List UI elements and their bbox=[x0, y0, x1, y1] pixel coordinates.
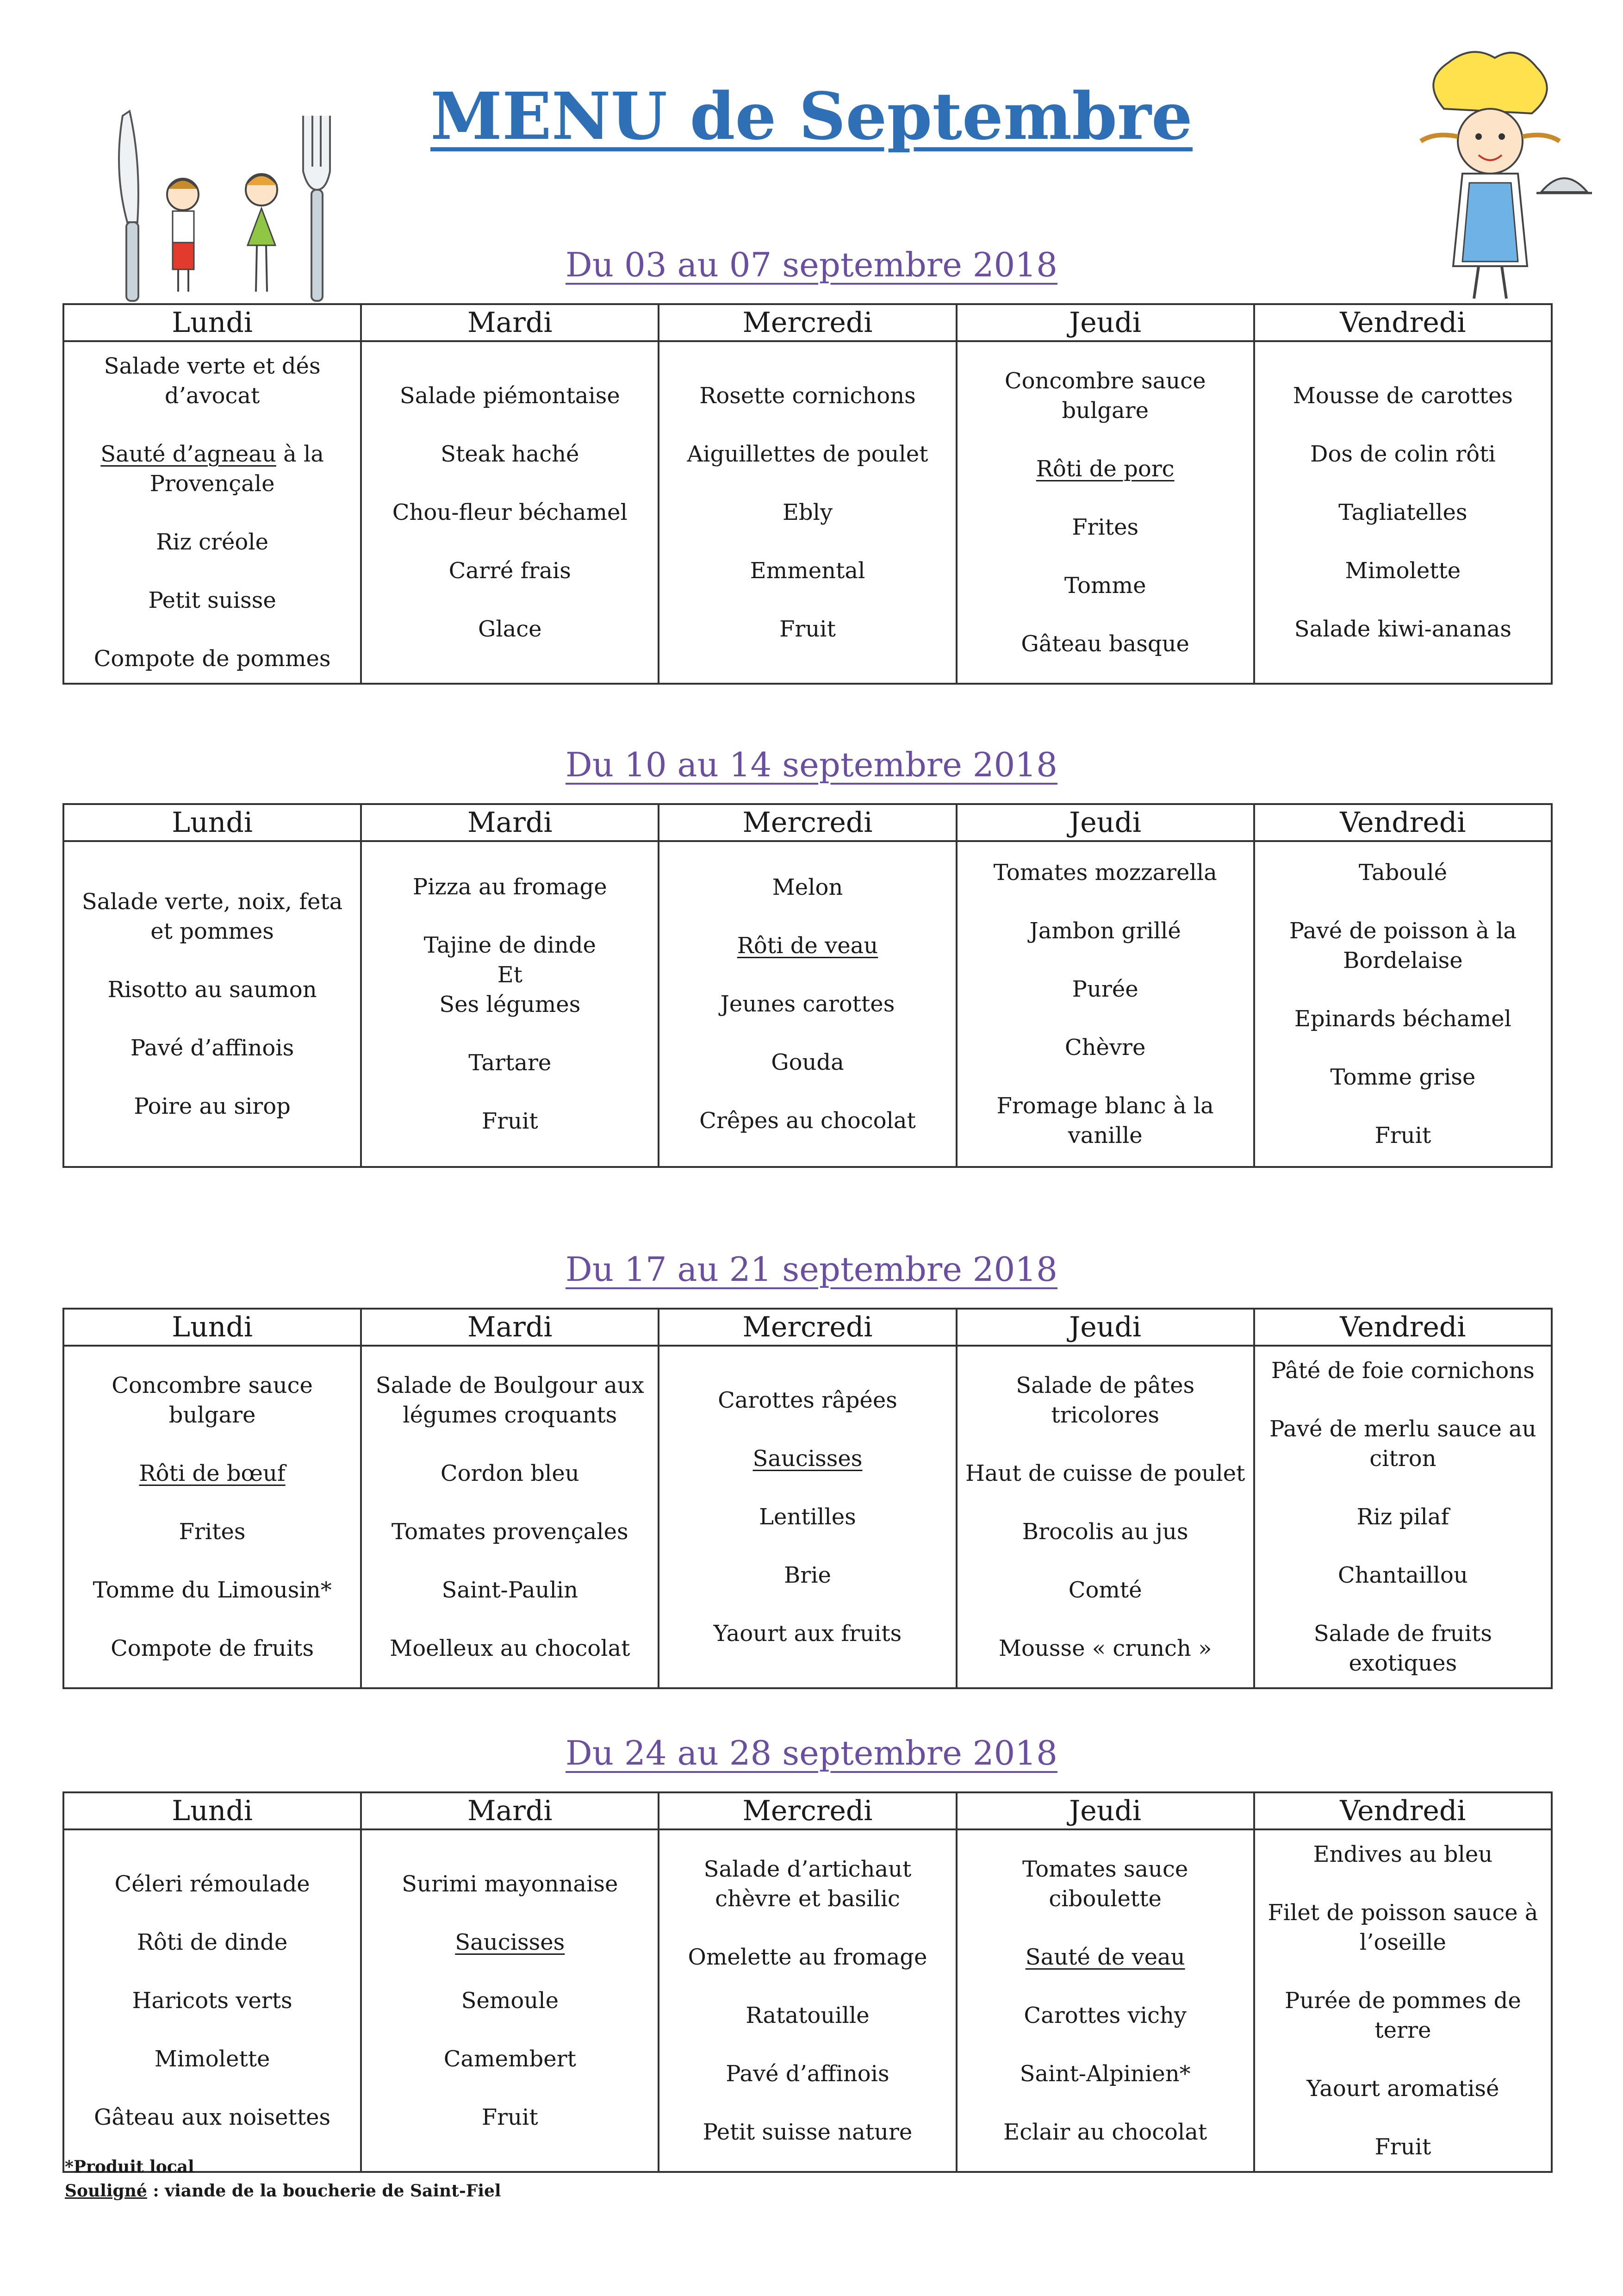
week-menu-table bbox=[62, 803, 1553, 1168]
menu-item: Tagliatelles bbox=[1338, 499, 1468, 525]
menu-item: Yaourt aromatisé bbox=[1306, 2076, 1499, 2102]
day-header-vendredi: Vendredi bbox=[1254, 304, 1552, 341]
menu-item: Concombre sauce bulgare bbox=[1004, 368, 1206, 424]
day-menu-cell bbox=[361, 841, 659, 1167]
week-menu-table bbox=[62, 1308, 1553, 1689]
menu-item: Salade verte et dés d’avocat bbox=[104, 353, 321, 409]
menu-item: Ebly bbox=[782, 499, 833, 525]
menu-item: Chantaillou bbox=[1337, 1562, 1468, 1588]
menu-item: Endives au bleu bbox=[1313, 1841, 1493, 1867]
menu-item: Brocolis au jus bbox=[1022, 1519, 1188, 1545]
local-product-note: *Produit local bbox=[65, 2157, 194, 2177]
menu-item: Yaourt aux fruits bbox=[713, 1621, 902, 1647]
menu-item: Poire au sirop bbox=[134, 1093, 291, 1119]
day-header-vendredi: Vendredi bbox=[1254, 1309, 1552, 1346]
menu-item: Epinards béchamel bbox=[1294, 1006, 1511, 1032]
day-header-mardi: Mardi bbox=[361, 1309, 659, 1346]
week-title: Du 17 au 21 septembre 2018 bbox=[566, 1250, 1057, 1289]
menu-item: Compote de pommes bbox=[93, 646, 331, 672]
menu-item: Rosette cornichons bbox=[699, 383, 916, 409]
day-menu-cell bbox=[1254, 1829, 1552, 2172]
menu-item: Gâteau basque bbox=[1021, 631, 1189, 657]
day-header-jeudi: Jeudi bbox=[957, 1792, 1254, 1829]
menu-item: Riz pilaf bbox=[1356, 1504, 1449, 1530]
menu-item: Emmental bbox=[750, 558, 865, 584]
menu-item: Saucisses bbox=[455, 1929, 565, 1955]
menu-item: Ratatouille bbox=[746, 2003, 870, 2028]
page-title: MENU de Septembre bbox=[430, 79, 1193, 155]
menu-item: Tartare bbox=[468, 1050, 552, 1076]
day-menu-cell bbox=[659, 341, 956, 684]
menu-item: Pâté de foie cornichons bbox=[1271, 1358, 1535, 1384]
day-menu-cell bbox=[63, 341, 361, 684]
menu-item: Comté bbox=[1068, 1577, 1142, 1603]
menu-item: Salade de fruits exotiques bbox=[1313, 1621, 1492, 1676]
underline-legend-note bbox=[65, 2181, 501, 2201]
menu-item: Moelleux au chocolat bbox=[390, 1635, 630, 1661]
menu-item: Salade de pâtes tricolores bbox=[1016, 1373, 1195, 1428]
day-menu-cell bbox=[1254, 1346, 1552, 1688]
menu-item: Carottes vichy bbox=[1024, 2003, 1187, 2028]
menu-item: Petit suisse nature bbox=[703, 2119, 913, 2145]
day-menu-cell bbox=[361, 1829, 659, 2172]
menu-item: Fruit bbox=[1374, 1123, 1431, 1148]
day-header-lundi: Lundi bbox=[63, 1792, 361, 1829]
menu-item: Mimolette bbox=[1345, 558, 1461, 584]
menu-item: Rôti de veau bbox=[737, 933, 878, 959]
menu-item: Tomme bbox=[1064, 573, 1146, 599]
menu-item: Pizza au fromage bbox=[412, 874, 607, 900]
menu-item: Carré frais bbox=[448, 558, 571, 584]
menu-item: Mousse « crunch » bbox=[998, 1635, 1212, 1661]
menu-item: Tomme du Limousin* bbox=[93, 1577, 332, 1603]
menu-item: Rôti de dinde bbox=[137, 1929, 288, 1955]
menu-item: Fruit bbox=[481, 2104, 538, 2130]
menu-item: Saint-Paulin bbox=[442, 1577, 578, 1603]
day-menu-cell bbox=[63, 841, 361, 1167]
menu-item: Tomates mozzarella bbox=[993, 860, 1217, 886]
menu-item: Brie bbox=[784, 1562, 831, 1588]
menu-item: Chou-fleur béchamel bbox=[392, 499, 628, 525]
menu-item: Steak haché bbox=[441, 441, 579, 467]
menu-item: Saucisses bbox=[752, 1446, 863, 1472]
menu-item: Melon bbox=[772, 874, 843, 900]
menu-item: Concombre sauce bulgare bbox=[112, 1373, 313, 1428]
day-header-mercredi: Mercredi bbox=[659, 1792, 956, 1829]
menu-item: Omelette au fromage bbox=[688, 1944, 927, 1970]
week-title: Du 10 au 14 septembre 2018 bbox=[566, 745, 1057, 784]
menu-item: Fruit bbox=[779, 616, 836, 642]
day-menu-cell bbox=[957, 1346, 1254, 1688]
menu-item: Salade de Boulgour aux légumes croquants bbox=[375, 1373, 644, 1428]
day-header-mardi: Mardi bbox=[361, 304, 659, 341]
menu-item: Fruit bbox=[1374, 2134, 1431, 2160]
menu-item: Carottes râpées bbox=[718, 1387, 897, 1413]
day-header-mercredi: Mercredi bbox=[659, 304, 956, 341]
day-header-lundi: Lundi bbox=[63, 1309, 361, 1346]
menu-item: Purée de pommes de terre bbox=[1285, 1988, 1521, 2043]
day-header-jeudi: Jeudi bbox=[957, 804, 1254, 841]
menu-item: Haut de cuisse de poulet bbox=[965, 1460, 1245, 1486]
day-menu-cell bbox=[957, 341, 1254, 684]
menu-item: Surimi mayonnaise bbox=[402, 1871, 618, 1897]
day-header-lundi: Lundi bbox=[63, 304, 361, 341]
day-menu-cell bbox=[659, 1346, 956, 1688]
day-menu-cell bbox=[63, 1346, 361, 1688]
menu-item: Rôti de bœuf bbox=[139, 1460, 286, 1486]
menu-item: Gouda bbox=[771, 1049, 844, 1075]
day-header-mercredi: Mercredi bbox=[659, 1309, 956, 1346]
menu-item: Pavé d’affinois bbox=[130, 1035, 294, 1061]
menu-item: Tajine de dinde Et Ses légumes bbox=[423, 932, 596, 1017]
day-header-jeudi: Jeudi bbox=[957, 304, 1254, 341]
day-menu-cell bbox=[361, 341, 659, 684]
menu-item: Saint-Alpinien* bbox=[1020, 2061, 1191, 2087]
week-menu-table bbox=[62, 303, 1553, 685]
menu-item: Mousse de carottes bbox=[1293, 383, 1513, 409]
menu-item: Tomates sauce ciboulette bbox=[1022, 1856, 1188, 1912]
menu-item: Tomme grise bbox=[1330, 1064, 1476, 1090]
day-header-mardi: Mardi bbox=[361, 1792, 659, 1829]
menu-item: Mimolette bbox=[154, 2046, 270, 2072]
menu-item: Filet de poisson sauce à l’oseille bbox=[1268, 1900, 1538, 1955]
menu-item: Sauté de veau bbox=[1025, 1944, 1185, 1970]
week-menu-table bbox=[62, 1791, 1553, 2173]
menu-item: Pavé de poisson à la Bordelaise bbox=[1289, 918, 1517, 973]
menu-item: Petit suisse bbox=[148, 587, 276, 613]
menu-item: Compote de fruits bbox=[111, 1635, 314, 1661]
menu-item: Taboulé bbox=[1358, 860, 1447, 886]
underline-legend-text: : viande de la boucherie de Saint-Fiel bbox=[147, 2181, 501, 2201]
week-title: Du 03 au 07 septembre 2018 bbox=[566, 245, 1057, 284]
menu-item: Chèvre bbox=[1064, 1035, 1146, 1061]
menu-item: Gâteau aux noisettes bbox=[94, 2104, 331, 2130]
menu-item: Purée bbox=[1072, 976, 1138, 1002]
menu-item: Eclair au chocolat bbox=[1003, 2119, 1207, 2145]
menu-item: Glace bbox=[478, 616, 542, 642]
day-menu-cell bbox=[659, 841, 956, 1167]
week-title: Du 24 au 28 septembre 2018 bbox=[566, 1734, 1057, 1772]
menu-item: Pavé de merlu sauce au citron bbox=[1269, 1416, 1536, 1472]
menu-item: Tomates provençales bbox=[391, 1519, 628, 1545]
day-header-lundi: Lundi bbox=[63, 804, 361, 841]
day-header-mercredi: Mercredi bbox=[659, 804, 956, 841]
menu-item: Fruit bbox=[481, 1108, 538, 1134]
menu-item: Frites bbox=[179, 1519, 246, 1545]
menu-item: Sauté d’agneau à la Provençale bbox=[100, 441, 324, 497]
day-header-jeudi: Jeudi bbox=[957, 1309, 1254, 1346]
day-menu-cell bbox=[361, 1346, 659, 1688]
menu-item: Salade verte, noix, feta et pommes bbox=[81, 889, 343, 944]
menu-item: Jeunes carottes bbox=[720, 991, 895, 1017]
day-menu-cell bbox=[957, 841, 1254, 1167]
day-menu-cell bbox=[957, 1829, 1254, 2172]
menu-item: Salade kiwi-ananas bbox=[1294, 616, 1511, 642]
day-menu-cell bbox=[659, 1829, 956, 2172]
day-menu-cell bbox=[1254, 841, 1552, 1167]
menu-item: Risotto au saumon bbox=[107, 977, 317, 1003]
day-menu-cell bbox=[1254, 341, 1552, 684]
day-header-vendredi: Vendredi bbox=[1254, 1792, 1552, 1829]
menu-item: Camembert bbox=[443, 2046, 576, 2072]
menu-item: Riz créole bbox=[156, 529, 269, 555]
menu-item: Dos de colin rôti bbox=[1310, 441, 1496, 467]
menu-item: Jambon grillé bbox=[1029, 918, 1181, 944]
menu-item: Crêpes au chocolat bbox=[699, 1108, 916, 1134]
menu-item: Semoule bbox=[461, 1988, 559, 2014]
underline-legend-label: Souligné bbox=[65, 2181, 147, 2201]
day-header-mardi: Mardi bbox=[361, 804, 659, 841]
day-header-vendredi: Vendredi bbox=[1254, 804, 1552, 841]
menu-item: Rôti de porc bbox=[1036, 456, 1175, 482]
menu-item: Fromage blanc à la vanille bbox=[996, 1093, 1214, 1148]
day-menu-cell bbox=[63, 1829, 361, 2172]
menu-item: Aiguillettes de poulet bbox=[687, 441, 928, 467]
menu-item: Céleri rémoulade bbox=[114, 1871, 310, 1897]
menu-item: Frites bbox=[1072, 514, 1139, 540]
menu-item: Salade d’artichaut chèvre et basilic bbox=[703, 1856, 912, 1912]
menu-item: Haricots verts bbox=[132, 1988, 292, 2014]
menu-item: Cordon bleu bbox=[440, 1460, 579, 1486]
menu-item: Lentilles bbox=[759, 1504, 856, 1530]
menu-item: Salade piémontaise bbox=[399, 383, 620, 409]
menu-item: Pavé d’affinois bbox=[726, 2061, 889, 2087]
